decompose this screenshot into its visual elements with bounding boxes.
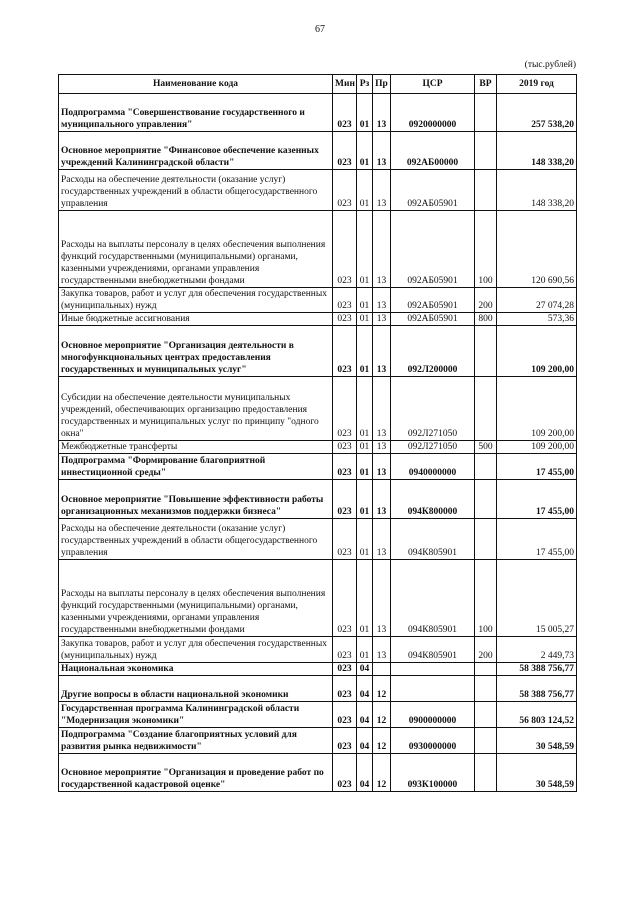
cell-rz: 01 — [357, 326, 373, 377]
cell-amount: 109 200,00 — [497, 441, 577, 454]
cell-rz: 01 — [357, 313, 373, 326]
cell-vr — [475, 170, 497, 211]
cell-pr: 13 — [373, 170, 391, 211]
table-row — [59, 519, 577, 560]
cell-min: 023 — [333, 132, 357, 170]
cell-min: 023 — [333, 326, 357, 377]
table-row — [59, 132, 577, 170]
cell-rz: 04 — [357, 754, 373, 792]
cell-pr: 13 — [373, 94, 391, 132]
table-row — [59, 480, 577, 519]
cell-rz: 01 — [357, 132, 373, 170]
table-row — [59, 94, 577, 132]
cell-csr: 092АБ05901 — [391, 288, 475, 313]
cell-pr: 13 — [373, 326, 391, 377]
cell-vr — [475, 754, 497, 792]
cell-name: Расходы на выплаты персоналу в целях обеспечения выполнения функций государственными (муниципальными) органами, казенными учреждениями, органами управления государственными внебюджетными фондами — [59, 560, 333, 637]
cell-vr — [475, 519, 497, 560]
cell-csr: 0930000000 — [391, 728, 475, 754]
cell-pr: 13 — [373, 480, 391, 519]
cell-min: 023 — [333, 637, 357, 663]
cell-name: Основное мероприятие "Финансовое обеспечение казенных учреждений Калининградской области" — [59, 132, 333, 170]
cell-rz: 01 — [357, 441, 373, 454]
cell-min: 023 — [333, 313, 357, 326]
cell-amount: 120 690,56 — [497, 211, 577, 288]
cell-pr: 12 — [373, 754, 391, 792]
cell-min: 023 — [333, 377, 357, 441]
cell-amount: 27 074,28 — [497, 288, 577, 313]
cell-rz: 01 — [357, 480, 373, 519]
cell-amount: 109 200,00 — [497, 326, 577, 377]
cell-pr — [373, 663, 391, 676]
table-row — [59, 454, 577, 480]
cell-vr — [475, 326, 497, 377]
units-label: (тыс.рублей) — [524, 60, 576, 70]
cell-csr: 094К805901 — [391, 560, 475, 637]
cell-csr: 0900000000 — [391, 702, 475, 728]
table-row — [59, 702, 577, 728]
cell-amount: 17 455,00 — [497, 480, 577, 519]
cell-csr: 092Л200000 — [391, 326, 475, 377]
cell-vr — [475, 480, 497, 519]
cell-csr — [391, 676, 475, 702]
cell-vr — [475, 663, 497, 676]
cell-min: 023 — [333, 702, 357, 728]
header-min: Мин — [333, 75, 357, 94]
table-row — [59, 754, 577, 792]
cell-vr: 200 — [475, 637, 497, 663]
cell-name: Национальная экономика — [59, 663, 333, 676]
cell-csr — [391, 663, 475, 676]
cell-amount: 58 388 756,77 — [497, 676, 577, 702]
table-row — [59, 560, 577, 637]
table-row — [59, 441, 577, 454]
cell-pr: 13 — [373, 637, 391, 663]
cell-min: 023 — [333, 170, 357, 211]
cell-rz: 01 — [357, 377, 373, 441]
budget-table — [58, 74, 577, 792]
cell-vr: 500 — [475, 441, 497, 454]
cell-csr: 092Л271050 — [391, 441, 475, 454]
cell-pr: 13 — [373, 288, 391, 313]
cell-pr: 13 — [373, 132, 391, 170]
cell-name: Закупка товаров, работ и услуг для обеспечения государственных (муниципальных) нужд — [59, 637, 333, 663]
cell-name: Основное мероприятие "Повышение эффективности работы организационных механизмов поддержки бизнеса" — [59, 480, 333, 519]
cell-csr: 092АБ05901 — [391, 211, 475, 288]
cell-min: 023 — [333, 728, 357, 754]
cell-min: 023 — [333, 94, 357, 132]
cell-rz: 01 — [357, 637, 373, 663]
cell-amount: 109 200,00 — [497, 377, 577, 441]
cell-amount: 56 803 124,52 — [497, 702, 577, 728]
cell-rz: 04 — [357, 728, 373, 754]
cell-vr — [475, 377, 497, 441]
cell-csr: 094К805901 — [391, 519, 475, 560]
cell-vr — [475, 728, 497, 754]
cell-name: Межбюджетные трансферты — [59, 441, 333, 454]
cell-min: 023 — [333, 519, 357, 560]
cell-csr: 092АБ00000 — [391, 132, 475, 170]
cell-vr: 100 — [475, 211, 497, 288]
cell-rz: 01 — [357, 454, 373, 480]
cell-pr: 13 — [373, 519, 391, 560]
cell-min: 023 — [333, 441, 357, 454]
cell-pr: 12 — [373, 676, 391, 702]
cell-vr: 800 — [475, 313, 497, 326]
cell-amount: 30 548,59 — [497, 754, 577, 792]
cell-amount: 58 388 756,77 — [497, 663, 577, 676]
cell-name: Подпрограмма "Формирование благоприятной инвестиционной среды" — [59, 454, 333, 480]
cell-csr: 092АБ05901 — [391, 170, 475, 211]
cell-min: 023 — [333, 288, 357, 313]
cell-amount: 17 455,00 — [497, 519, 577, 560]
cell-min: 023 — [333, 211, 357, 288]
cell-rz: 01 — [357, 170, 373, 211]
cell-csr: 092Л271050 — [391, 377, 475, 441]
cell-min: 023 — [333, 560, 357, 637]
cell-name: Закупка товаров, работ и услуг для обеспечения государственных (муниципальных) нужд — [59, 288, 333, 313]
cell-min: 023 — [333, 663, 357, 676]
cell-pr: 13 — [373, 377, 391, 441]
cell-rz: 04 — [357, 663, 373, 676]
cell-csr: 093К100000 — [391, 754, 475, 792]
cell-pr: 13 — [373, 313, 391, 326]
header-name: Наименование кода — [59, 75, 333, 94]
cell-amount: 257 538,20 — [497, 94, 577, 132]
table-row — [59, 288, 577, 313]
header-year: 2019 год — [497, 75, 577, 94]
cell-amount: 2 449,73 — [497, 637, 577, 663]
cell-name: Подпрограмма "Совершенствование государственного и муниципального управления" — [59, 94, 333, 132]
cell-vr — [475, 676, 497, 702]
cell-amount: 30 548,59 — [497, 728, 577, 754]
cell-name: Государственная программа Калининградской области "Модернизация экономики" — [59, 702, 333, 728]
cell-csr: 092АБ05901 — [391, 313, 475, 326]
cell-amount: 17 455,00 — [497, 454, 577, 480]
cell-vr — [475, 454, 497, 480]
table-row — [59, 211, 577, 288]
cell-name: Основное мероприятие "Организация деятельности в многофункциональных центрах предоставления государственных и муниципальных услуг" — [59, 326, 333, 377]
table-row — [59, 170, 577, 211]
cell-min: 023 — [333, 676, 357, 702]
cell-amount: 15 005,27 — [497, 560, 577, 637]
page-number: 67 — [315, 24, 325, 35]
cell-vr — [475, 94, 497, 132]
cell-csr: 0940000000 — [391, 454, 475, 480]
table-row — [59, 326, 577, 377]
cell-rz: 01 — [357, 288, 373, 313]
table-row — [59, 676, 577, 702]
table-row — [59, 377, 577, 441]
table-row — [59, 637, 577, 663]
cell-rz: 04 — [357, 702, 373, 728]
cell-rz: 01 — [357, 560, 373, 637]
header-pr: Пр — [373, 75, 391, 94]
cell-pr: 12 — [373, 702, 391, 728]
cell-amount: 148 338,20 — [497, 132, 577, 170]
cell-pr: 13 — [373, 441, 391, 454]
cell-amount: 148 338,20 — [497, 170, 577, 211]
cell-pr: 12 — [373, 728, 391, 754]
cell-name: Другие вопросы в области национальной экономики — [59, 676, 333, 702]
cell-pr: 13 — [373, 454, 391, 480]
header-vr: ВР — [475, 75, 497, 94]
cell-vr — [475, 702, 497, 728]
cell-csr: 0920000000 — [391, 94, 475, 132]
cell-name: Субсидии на обеспечение деятельности муниципальных учреждений, обеспечивающих организацию предоставления государственных и муниципальных услуг по принципу "одного окна" — [59, 377, 333, 441]
cell-min: 023 — [333, 754, 357, 792]
cell-amount: 573,36 — [497, 313, 577, 326]
cell-rz: 01 — [357, 94, 373, 132]
cell-vr: 100 — [475, 560, 497, 637]
cell-name: Расходы на выплаты персоналу в целях обеспечения выполнения функций государственными (муниципальными) органами, казенными учреждениями, органами управления государственными внебюджетными фондами — [59, 211, 333, 288]
cell-pr: 13 — [373, 560, 391, 637]
cell-vr: 200 — [475, 288, 497, 313]
cell-vr — [475, 132, 497, 170]
table-row — [59, 728, 577, 754]
cell-name: Расходы на обеспечение деятельности (оказание услуг) государственных учреждений в области общегосударственного управления — [59, 170, 333, 211]
cell-csr: 094К800000 — [391, 480, 475, 519]
header-row — [59, 75, 577, 94]
header-rz: Рз — [357, 75, 373, 94]
cell-name: Расходы на обеспечение деятельности (оказание услуг) государственных учреждений в области общегосударственного управления — [59, 519, 333, 560]
cell-pr: 13 — [373, 211, 391, 288]
cell-rz: 04 — [357, 676, 373, 702]
cell-name: Основное мероприятие "Организация и проведение работ по государственной кадастровой оценке" — [59, 754, 333, 792]
table-row — [59, 663, 577, 676]
cell-name: Подпрограмма "Создание благоприятных условий для развития рынка недвижимости" — [59, 728, 333, 754]
cell-name: Иные бюджетные ассигнования — [59, 313, 333, 326]
cell-min: 023 — [333, 480, 357, 519]
cell-rz: 01 — [357, 211, 373, 288]
cell-min: 023 — [333, 454, 357, 480]
cell-csr: 094К805901 — [391, 637, 475, 663]
table-row — [59, 313, 577, 326]
header-csr: ЦСР — [391, 75, 475, 94]
cell-rz: 01 — [357, 519, 373, 560]
